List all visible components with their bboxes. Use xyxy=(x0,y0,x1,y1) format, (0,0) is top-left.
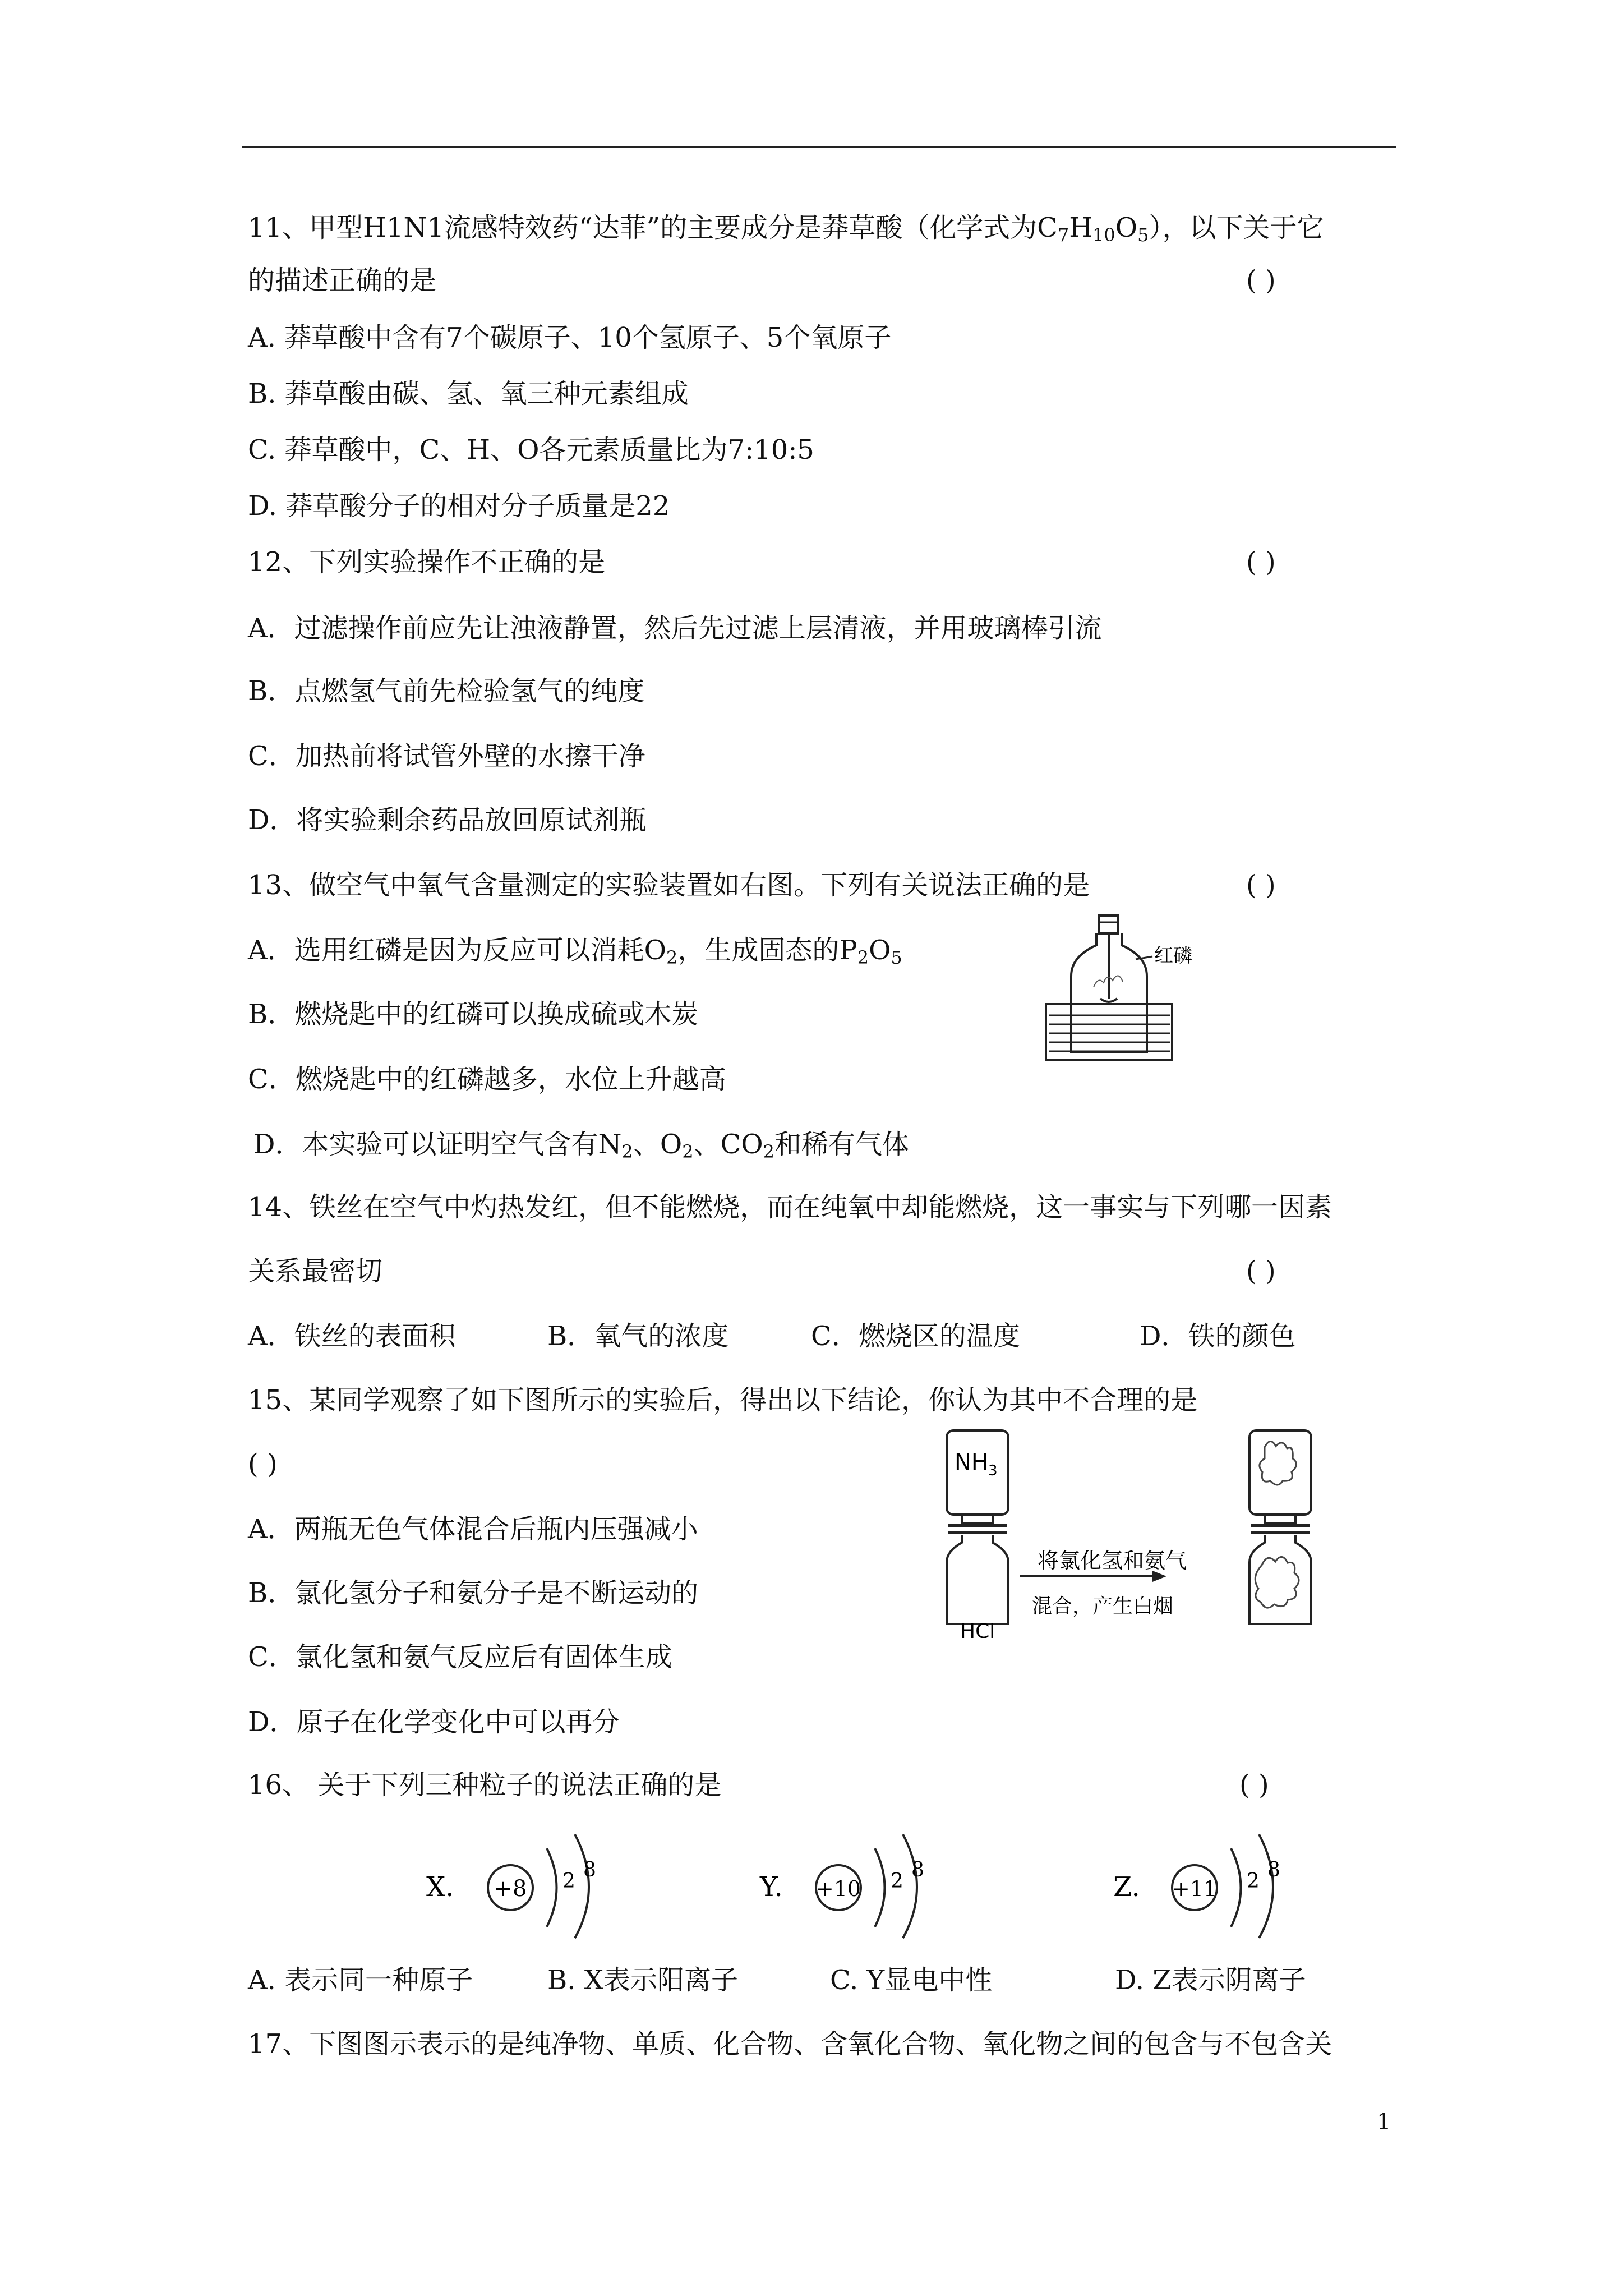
q11-option-a: A. 莽草酸中含有7个碳原子、10个氢原子、5个氧原子 xyxy=(248,322,892,353)
q17-stem: 17、下图图示表示的是纯净物、单质、化合物、含氧化合物、氧化物之间的包含与不包含关 xyxy=(248,2028,1332,2060)
q16-stem: 16、 关于下列三种粒子的说法正确的是 xyxy=(248,1769,722,1801)
q12-answer-paren: ( ) xyxy=(1246,546,1276,578)
q14-option-a: A．铁丝的表面积 xyxy=(248,1320,456,1352)
q16-option-b: B. X表示阳离子 xyxy=(547,1964,738,1996)
q15-stem: 15、某同学观察了如下图所示的实验后，得出以下结论，你认为其中不合理的是 xyxy=(248,1384,1198,1416)
particle-y-diagram xyxy=(759,1834,924,1938)
hcl-bottle-label: HCl xyxy=(960,1620,995,1638)
q15-option-d: D．原子在化学变化中可以再分 xyxy=(248,1706,620,1738)
q11-option-d: D. 莽草酸分子的相对分子质量是22 xyxy=(248,490,670,522)
q14-option-d: D．铁的颜色 xyxy=(1140,1320,1296,1352)
q11-option-c: C. 莽草酸中，C、H、O各元素质量比为7:10:5 xyxy=(248,434,814,466)
q12-option-a: A．过滤操作前应先让浊液静置，然后先过滤上层清液，并用玻璃棒引流 xyxy=(248,613,1102,644)
q16-answer-paren: ( ) xyxy=(1239,1769,1269,1801)
q11-stem-line2: 的描述正确的是 xyxy=(248,265,437,296)
q14-option-b: B．氧气的浓度 xyxy=(547,1320,729,1352)
particle-x-nucleus: +8 xyxy=(494,1876,527,1902)
q12-option-c: C．加热前将试管外壁的水擦干净 xyxy=(248,740,645,772)
particle-z-shell1: 2 xyxy=(1247,1870,1260,1893)
page-number: 1 xyxy=(1377,2109,1391,2135)
particle-x-diagram xyxy=(426,1834,596,1938)
q16-option-d: D. Z表示阴离子 xyxy=(1115,1964,1306,1996)
q15-option-b: B．氯化氢分子和氨分子是不断运动的 xyxy=(248,1577,699,1609)
q13-stem: 13、做空气中氧气含量测定的实验装置如右图。下列有关说法正确的是 xyxy=(248,869,1090,901)
particle-y-shell1: 2 xyxy=(891,1870,903,1893)
q13-option-d: D．本实验可以证明空气含有$N_2$、$O_2$、$CO_2$和稀有气体 xyxy=(253,1129,910,1162)
particle-x-label: X. xyxy=(426,1871,454,1903)
ammonia-hcl-experiment-figure xyxy=(931,1425,1335,1638)
particle-x-shell1: 2 xyxy=(562,1870,575,1893)
q11-stem: 11、甲型H1N1流感特效药“达菲”的主要成分是莽草酸（化学式为$C_7H_{10}O_5$），以下关于它 xyxy=(248,212,1324,246)
mixing-caption-line2: 混合，产生白烟 xyxy=(1032,1595,1174,1618)
q14-stem: 14、铁丝在空气中灼热发红，但不能燃烧，而在纯氧中却能燃烧，这一事实与下列哪一因素 xyxy=(248,1191,1332,1223)
q16-option-a: A. 表示同一种原子 xyxy=(248,1964,473,1996)
particle-structure-diagrams xyxy=(404,1818,1301,1941)
particle-y-label: Y. xyxy=(760,1871,783,1903)
nh3-bottle-label: $NH_3$ xyxy=(955,1450,998,1479)
red-phosphorus-apparatus-figure xyxy=(1038,914,1239,1066)
particle-z-label: Z. xyxy=(1113,1871,1140,1903)
q14-stem-line2: 关系最密切 xyxy=(248,1255,383,1287)
q14-answer-paren: ( ) xyxy=(1246,1255,1276,1287)
q16-option-c: C. Y显电中性 xyxy=(830,1964,993,1996)
header-rule xyxy=(242,146,1396,148)
particle-z-diagram xyxy=(1113,1834,1280,1938)
q13-option-a: A．选用红磷是因为反应可以消耗$O_2$，生成固态的$P_2O_5$ xyxy=(248,935,902,968)
red-phosphorus-label: 红磷 xyxy=(1154,945,1192,967)
particle-y-nucleus: +10 xyxy=(815,1876,861,1901)
particle-z-shell2: 8 xyxy=(1267,1858,1280,1881)
q15-option-a: A．两瓶无色气体混合后瓶内压强减小 xyxy=(248,1513,698,1545)
q14-option-c: C．燃烧区的温度 xyxy=(811,1320,1020,1352)
q15-option-c: C．氯化氢和氨气反应后有固体生成 xyxy=(248,1641,672,1673)
q13-answer-paren: ( ) xyxy=(1246,869,1276,901)
q11-option-b: B. 莽草酸由碳、氢、氧三种元素组成 xyxy=(248,378,689,409)
q11-answer-paren: ( ) xyxy=(1246,265,1276,296)
particle-x-shell2: 8 xyxy=(583,1858,596,1881)
q12-stem: 12、下列实验操作不正确的是 xyxy=(248,546,606,578)
q12-option-b: B．点燃氢气前先检验氢气的纯度 xyxy=(248,675,645,707)
q13-option-c: C．燃烧匙中的红磷越多，水位上升越高 xyxy=(248,1064,726,1095)
q13-option-b: B．燃烧匙中的红磷可以换成硫或木炭 xyxy=(248,999,699,1030)
particle-y-shell2: 8 xyxy=(911,1858,924,1881)
q15-answer-paren: ( ) xyxy=(248,1448,278,1480)
mixing-caption-line1: 将氯化氢和氨气 xyxy=(1038,1548,1187,1573)
q12-option-d: D．将实验剩余药品放回原试剂瓶 xyxy=(248,804,647,836)
particle-z-nucleus: +11 xyxy=(1172,1876,1218,1901)
